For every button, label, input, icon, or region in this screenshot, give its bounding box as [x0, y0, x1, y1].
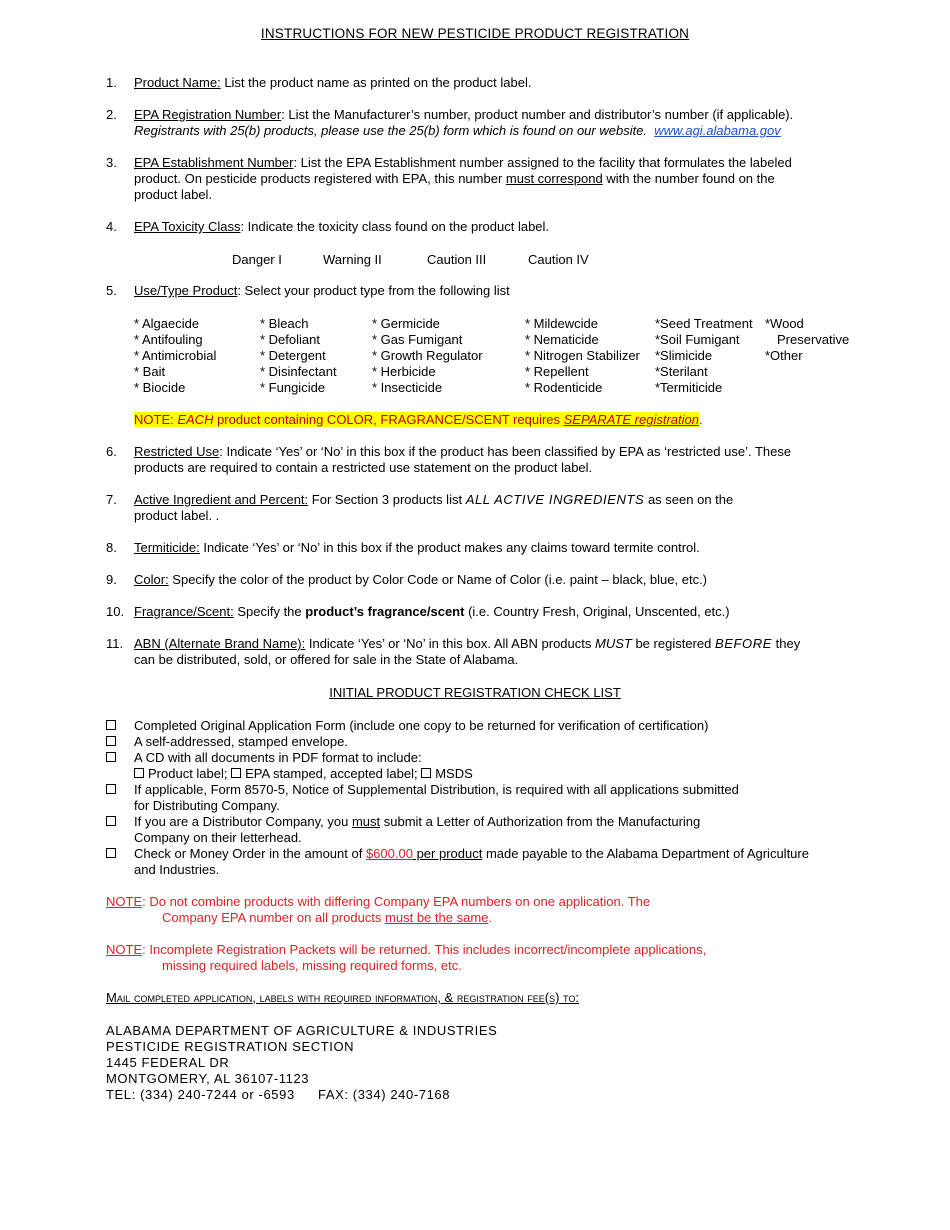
checklist-item-1: Completed Original Application Form (include one copy to be returned for verification of certification)	[134, 718, 709, 733]
item-5-heading: Use/Type Product	[134, 283, 238, 298]
item-7-all-active: ALL ACTIVE INGREDIENTS	[465, 492, 645, 507]
item-6-desc: : Indicate ‘Yes’ or ‘No’ in this box if the product has been classified by EPA as ‘restricted use’. These	[219, 444, 792, 459]
item-3-number: 3.	[106, 155, 117, 170]
mail-heading: Mail completed application, labels with required information, & registration fee(s) to:	[106, 990, 580, 1005]
checkbox-icon[interactable]	[231, 768, 241, 778]
item-10-heading: Fragrance/Scent:	[134, 604, 234, 619]
checkbox-icon[interactable]	[421, 768, 431, 778]
item-2-line2	[134, 123, 781, 139]
item-3-line2	[134, 171, 775, 187]
item-11-before: BEFORE	[714, 636, 773, 651]
product-type: * Herbicide	[372, 364, 436, 379]
product-type: * Algaecide	[134, 316, 200, 331]
product-type: * Germicide	[372, 316, 440, 331]
toxicity-class-3: Caution III	[427, 252, 487, 267]
c6-text-a: Check or Money Order in the amount of	[134, 846, 366, 861]
note3-text: : Incomplete Registration Packets will be returned. This includes incorrect/incomplete applications,	[142, 942, 707, 957]
checklist-title: INITIAL PRODUCT REGISTRATION CHECK LIST	[329, 685, 621, 700]
sub-epa-label: EPA stamped, accepted label;	[245, 766, 422, 781]
product-type: * Detergent	[260, 348, 326, 363]
product-type: * Biocide	[134, 380, 186, 395]
c5-must: must	[351, 814, 381, 829]
item-9-text	[134, 572, 707, 588]
product-type: *Slimicide	[655, 348, 713, 363]
item-10-bold: product’s fragrance/scent	[305, 604, 465, 619]
item-5-number: 5.	[106, 283, 117, 298]
fax-number: FAX: (334) 240-7168	[318, 1087, 451, 1102]
checkbox[interactable]	[106, 814, 120, 830]
product-type: * Bleach	[260, 316, 309, 331]
checkbox-icon	[106, 848, 116, 858]
item-6-line2: products are required to contain a restricted use statement on the product label.	[134, 460, 593, 475]
note-incomplete	[106, 942, 706, 958]
item-4-number: 4.	[106, 219, 117, 234]
item-11-number: 11.	[106, 636, 124, 651]
product-type: * Antifouling	[134, 332, 203, 347]
item-6-heading: Restricted Use	[134, 444, 220, 459]
checklist-item-5-line2: Company on their letterhead.	[134, 830, 302, 845]
item-1-number: 1.	[106, 75, 117, 90]
item-8-desc: Indicate ‘Yes’ or ‘No’ in this box if the product makes any claims toward termite control.	[199, 540, 700, 555]
note2-label: NOTE	[106, 894, 143, 909]
fee-amount: $600.00	[365, 846, 413, 861]
product-type: * Mildewcide	[525, 316, 598, 331]
checkbox[interactable]	[106, 734, 120, 750]
product-type: * Bait	[134, 364, 166, 379]
item-4-heading: EPA Toxicity Class	[134, 219, 241, 234]
item-4-desc: : Indicate the toxicity class found on the product label.	[240, 219, 550, 234]
item-5-desc: : Select your product type from the following list	[237, 283, 510, 298]
checklist-item-4: If applicable, Form 8570-5, Notice of Supplemental Distribution, is required with all applications submitted	[134, 782, 739, 797]
note-company-epa-line2	[162, 910, 492, 926]
note2-text: : Do not combine products with differing Company EPA numbers on one application. The	[142, 894, 651, 909]
checklist-item-6	[134, 846, 809, 862]
note-separate-registration	[134, 412, 703, 428]
note-incomplete-line2: missing required labels, missing required forms, etc.	[162, 958, 462, 973]
item-9-heading: Color:	[134, 572, 169, 587]
item-11-heading: ABN (Alternate Brand Name):	[134, 636, 306, 651]
note3-label: NOTE	[106, 942, 143, 957]
checkbox-icon	[106, 816, 116, 826]
note1-label: NOTE:	[134, 412, 178, 427]
item-3-desc: : List the EPA Establishment number assigned to the facility that formulates the labeled	[293, 155, 792, 170]
item-10-desc2: (i.e. Country Fresh, Original, Unscented, etc.)	[464, 604, 730, 619]
product-type: * Gas Fumigant	[372, 332, 463, 347]
item-9-desc: Specify the color of the product by Color Code or Name of Color (i.e. paint – black, blue, etc.)	[168, 572, 708, 587]
product-type: Preservative	[777, 332, 850, 347]
item-7-heading: Active Ingredient and Percent:	[134, 492, 309, 507]
item-1-desc: List the product name as printed on the product label.	[220, 75, 532, 90]
item-8-number: 8.	[106, 540, 117, 555]
c5-text-a: If you are a Distributor Company, you	[134, 814, 352, 829]
product-type: * Defoliant	[260, 332, 320, 347]
product-type: *Wood	[765, 316, 804, 331]
item-1-text	[134, 75, 531, 91]
sub-msds: MSDS	[435, 766, 473, 781]
item-7-line2: product label. .	[134, 508, 220, 523]
phone-number: TEL: (334) 240-7244 or -6593	[106, 1087, 295, 1102]
website-link[interactable]: www.agi.alabama.gov	[654, 123, 781, 138]
address-line-1: ALABAMA DEPARTMENT OF AGRICULTURE & INDUSTRIES	[106, 1023, 498, 1038]
item-6-number: 6.	[106, 444, 117, 459]
item-11-desc2: be registered	[631, 636, 715, 651]
c6-text-b: made payable to the Alabama Department of Agriculture	[482, 846, 809, 861]
c6-per-product: per product	[412, 846, 483, 861]
item-11-desc3: they	[772, 636, 801, 651]
item-10-number: 10.	[106, 604, 125, 619]
item-9-number: 9.	[106, 572, 117, 587]
item-6-text	[134, 444, 791, 460]
item-2-heading: EPA Registration Number	[134, 107, 282, 122]
product-type: *Termiticide	[655, 380, 723, 395]
note1-text: product containing COLOR, FRAGRANCE/SCENT requires	[213, 412, 564, 427]
product-type: *Sterilant	[655, 364, 708, 379]
note2-must-same: must be the same	[385, 910, 489, 925]
checkbox[interactable]	[106, 750, 120, 766]
checkbox[interactable]	[106, 846, 120, 862]
page-title: INSTRUCTIONS FOR NEW PESTICIDE PRODUCT REGISTRATION	[260, 26, 690, 41]
item-7-desc2: as seen on the	[644, 492, 734, 507]
note-company-epa	[106, 894, 650, 910]
item-3-must-correspond: must correspond	[505, 171, 603, 186]
item-5-text	[134, 283, 510, 299]
note1-each: EACH	[177, 412, 214, 427]
product-type: * Rodenticide	[525, 380, 603, 395]
toxicity-class-2: Warning II	[323, 252, 382, 267]
checkbox-icon	[106, 784, 116, 794]
item-4-text	[134, 219, 549, 235]
product-type: *Soil Fumigant	[655, 332, 740, 347]
checkbox[interactable]	[106, 782, 120, 798]
item-10-desc: Specify the	[233, 604, 306, 619]
item-8-text	[134, 540, 700, 556]
note1-separate: SEPARATE registration	[563, 412, 699, 427]
checklist-item-5	[134, 814, 700, 830]
item-3-text	[134, 155, 792, 171]
product-type: * Disinfectant	[260, 364, 337, 379]
note2-text-b: Company EPA number on all products	[162, 910, 386, 925]
item-2-desc: : List the Manufacturer’s number, product number and distributor’s number (if applicable).	[281, 107, 794, 122]
product-type: *Other	[765, 348, 803, 363]
item-11-line2: can be distributed, sold, or offered for sale in the State of Alabama.	[134, 652, 519, 667]
address-line-4: MONTGOMERY, AL 36107-1123	[106, 1071, 310, 1086]
product-type: * Repellent	[525, 364, 589, 379]
checklist-item-4-line2: for Distributing Company.	[134, 798, 280, 813]
item-2-note: Registrants with 25(b) products, please use the 25(b) form which is found on our website.	[134, 123, 648, 138]
product-type: * Fungicide	[260, 380, 326, 395]
checkbox-icon	[106, 752, 116, 762]
note1-period: .	[699, 412, 703, 427]
checklist-item-6-line2: and Industries.	[134, 862, 220, 877]
item-2-number: 2.	[106, 107, 117, 122]
item-8-heading: Termiticide:	[134, 540, 200, 555]
item-7-text	[134, 492, 733, 508]
item-3-line2a: product. On pesticide products registered with EPA, this number	[134, 171, 506, 186]
product-type: * Nitrogen Stabilizer	[525, 348, 640, 363]
checklist-item-2: A self-addressed, stamped envelope.	[134, 734, 348, 749]
checklist-item-3: A CD with all documents in PDF format to include:	[134, 750, 422, 765]
product-type: * Antimicrobial	[134, 348, 217, 363]
item-3-line2b: with the number found on the	[602, 171, 775, 186]
checkbox-icon	[106, 720, 116, 730]
product-type: * Nematicide	[525, 332, 599, 347]
item-11-text	[134, 636, 800, 652]
sub-product-label: Product label;	[148, 766, 232, 781]
checklist-item-3-sub	[134, 766, 473, 782]
item-1-heading: Product Name:	[134, 75, 221, 90]
item-7-number: 7.	[106, 492, 117, 507]
product-type: *Seed Treatment	[655, 316, 753, 331]
checkbox[interactable]	[106, 718, 120, 734]
toxicity-class-1: Danger I	[232, 252, 282, 267]
product-type: * Growth Regulator	[372, 348, 483, 363]
address-line-3: 1445 FEDERAL DR	[106, 1055, 230, 1070]
item-7-desc: For Section 3 products list	[308, 492, 466, 507]
item-11-must: MUST	[595, 636, 632, 651]
item-3-heading: EPA Establishment Number	[134, 155, 294, 170]
product-type: * Insecticide	[372, 380, 443, 395]
address-line-2: PESTICIDE REGISTRATION SECTION	[106, 1039, 355, 1054]
item-10-text	[134, 604, 730, 620]
note2-period: .	[488, 910, 492, 925]
toxicity-class-4: Caution IV	[528, 252, 589, 267]
item-2-text	[134, 107, 793, 123]
c5-text-b: submit a Letter of Authorization from the Manufacturing	[380, 814, 701, 829]
item-3-line3: product label.	[134, 187, 213, 202]
checkbox-icon	[106, 736, 116, 746]
item-11-desc: Indicate ‘Yes’ or ‘No’ in this box. All ABN products	[305, 636, 595, 651]
checkbox-icon[interactable]	[134, 768, 144, 778]
